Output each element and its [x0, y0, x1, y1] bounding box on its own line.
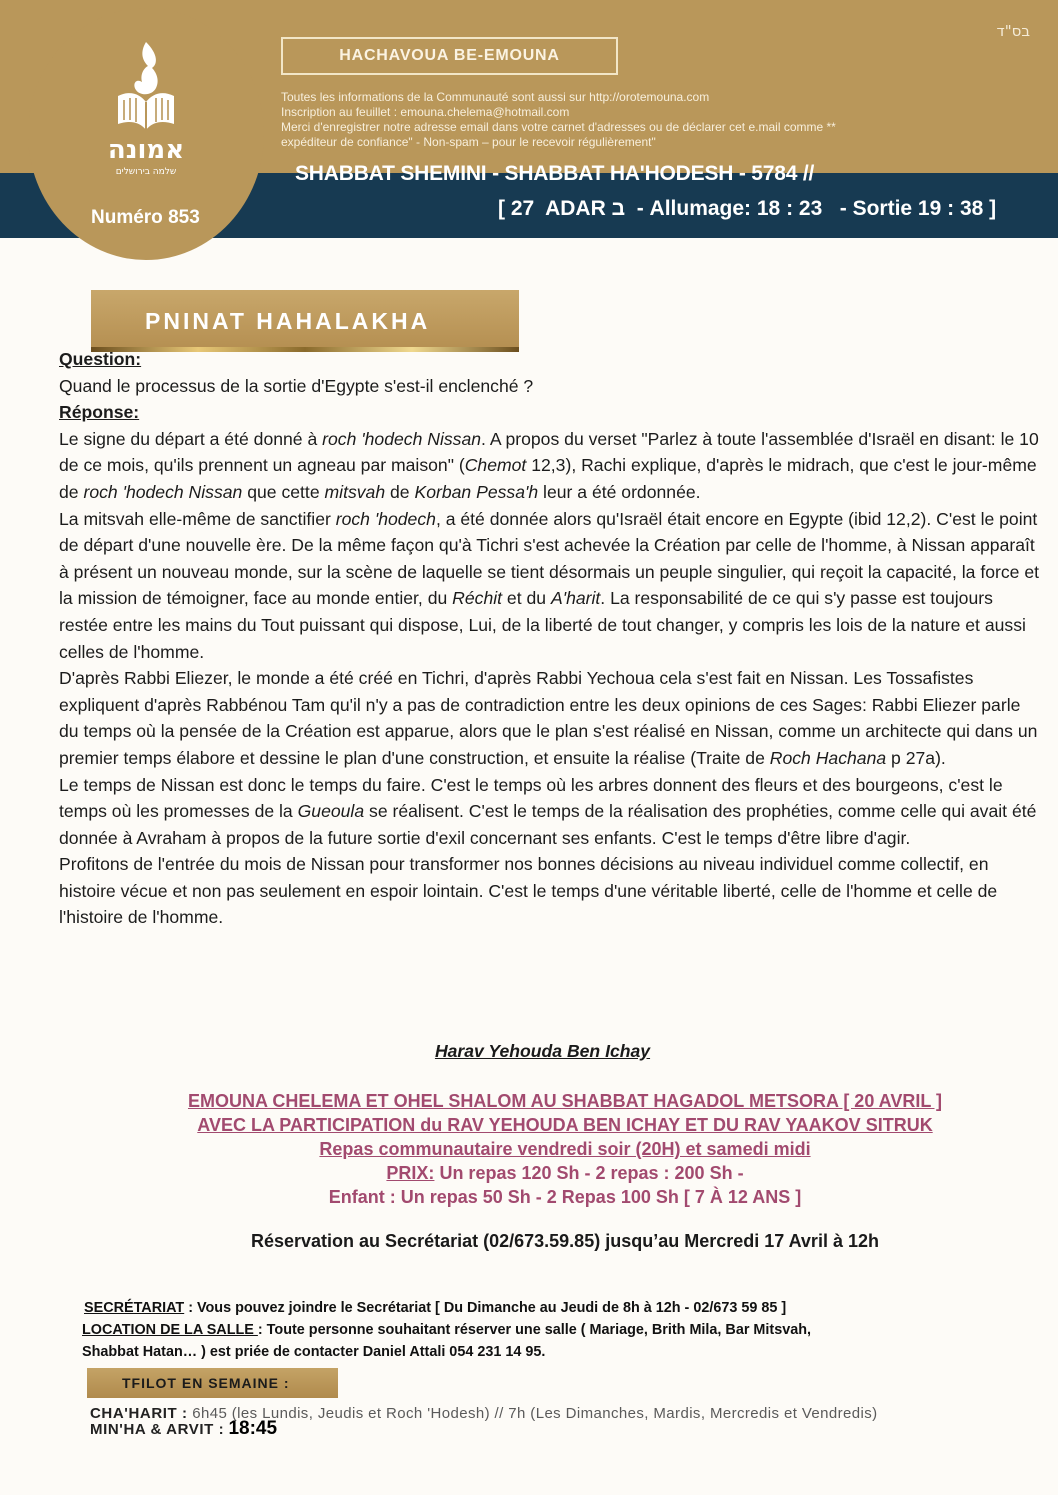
minha-label: MIN'HA & ARVIT : [90, 1421, 225, 1438]
italic-term: Gueoula [297, 801, 365, 822]
italic-term: A'harit [550, 588, 601, 609]
section-banner: PNINAT HAHALAKHA [91, 290, 519, 352]
header-info [281, 90, 836, 150]
paragraph [59, 772, 1044, 852]
text-run: , a été donnée alors qu'Israël était encore en Egypte (ibid 12,2). C'est le point de départ d'une nouvelle ère. De la même façon qu'à Tichri s'est achevée la Création par celle de l'homme, à Nissan apparaît à présent un nouveau monde, sur la scène de laquelle se tient désormais un peuple singulier, qui reçoit la capacité, la force et la mission de témoigner, face au monde entier, du [59, 508, 1039, 609]
logo-subtext: שלמה בירושלים [115, 167, 177, 177]
newsletter-title: HACHAVOUA BE-EMOUNA [281, 37, 618, 75]
paragraph [59, 665, 1044, 771]
event-line: Enfant : Un repas 50 Sh - 2 Repas 100 Sh [ 7 À 12 ANS ] [328, 1187, 802, 1207]
chaharit-times: 6h45 (les Lundis, Jeudis et Roch 'Hodesh) // 7h (Les Dimanches, Mardis, Mercredis et Vendredis) [187, 1405, 878, 1422]
minha-time: 18:45 [228, 1418, 278, 1439]
text-run: . A propos du verset "Parlez à toute l'assemblée d'Israël en disant: le 10 de ce mois, qu'ils prennent un agneau par maison" ( [59, 428, 1039, 476]
bsd-mark: בס"ד [996, 22, 1030, 40]
event-announcement [0, 1089, 1058, 1209]
logo-text: אמונה [107, 135, 185, 165]
location-label: LOCATION DE LA SALLE [82, 1322, 258, 1338]
italic-term: roch 'hodech Nissan [83, 481, 243, 502]
shabbat-title: SHABBAT SHEMINI - SHABBAT HA'HODESH - 5784 // [295, 162, 815, 185]
date-times: [ 27 ADAR ב - Allumage: 18 : 23 - Sortie 19 : 38 ] [498, 197, 997, 220]
prayer-schedule [90, 1404, 878, 1439]
italic-term: mitsvah [324, 481, 386, 502]
italic-term: Chemot [464, 455, 527, 476]
italic-term: Korban Pessa'h [414, 481, 539, 502]
text-run: se réalisent. C'est le temps de la réalisation des prophéties, comme celle qui avait été donnée à Avraham à propos de la future sortie d'exil concernant ses enfants. C'est le temps d'être libre d'agir. [59, 801, 1037, 848]
info-line: Inscription au feuillet : emouna.chelema@hotmail.com [281, 105, 570, 119]
italic-term: Réchit [452, 588, 503, 609]
text-run: de [385, 481, 415, 502]
event-price [0, 1161, 1058, 1185]
text-run: Le signe du départ a été donné à [59, 428, 323, 449]
text-run: La mitsvah elle-même de sanctifier [59, 508, 336, 529]
text-run: Profitons de l'entrée du mois de Nissan pour transformer nos bonnes décisions au niveau individuel comme collectif, en histoire vécue et non pas seulement en espoir lointain. C'est le temps d'une véritable liberté, celle de l'homme et celle de l'histoire de l'homme. [59, 854, 998, 928]
event-line: EMOUNA CHELEMA ET OHEL SHALOM AU SHABBAT HAGADOL METSORA [ 20 AVRIL ] [187, 1091, 942, 1111]
tfilot-banner: TFILOT EN SEMAINE : [87, 1368, 338, 1398]
issue-number: Numéro 853 [91, 207, 200, 228]
price-label: PRIX: [386, 1163, 435, 1183]
italic-term: roch 'hodech Nissan [322, 428, 482, 449]
notes-block [84, 1297, 984, 1363]
info-line: expéditeur de confiance" - Non-spam – pour le recevoir régulièrement" [281, 135, 656, 149]
text-run: p 27a). [886, 747, 946, 768]
article-body [59, 346, 1044, 931]
paragraph [59, 426, 1044, 506]
info-line: Toutes les informations de la Communauté sont aussi sur http://orotemouna.com [281, 90, 710, 104]
text-run: leur a été ordonnée. [538, 481, 701, 502]
paragraph [59, 851, 1044, 931]
chaharit-label: CHA'HARIT : [90, 1405, 188, 1422]
reservation-text: Réservation au Secrétariat (02/673.59.85) jusqu’au Mercredi 17 Avril à 12h [251, 1231, 879, 1251]
question-text: Quand le processus de la sortie d'Egypte s'est-il enclenché ? [59, 375, 534, 396]
italic-term: roch 'hodech [335, 508, 436, 529]
secretariat-label: SECRÉTARIAT [84, 1300, 185, 1316]
text-run: 12,3), Rachi explique, d'après le midrach, que c'est le jour-même de [59, 455, 1037, 502]
price-text: Un repas 120 Sh - 2 repas : 200 Sh - [434, 1163, 744, 1183]
emouna-logo-icon [96, 38, 196, 178]
location-text-2: Shabbat Hatan… ) est priée de contacter Daniel Attali 054 231 14 95. [82, 1344, 546, 1360]
italic-term: Roch Hachana [769, 747, 887, 768]
text-run: . La responsabilité de ce qui s'y passe est toujours restée entre les mains du Tout puissant qui dispose, Lui, de la liberté de tout changer, y compris les lois de la nature et aussi celles de l'homme. [59, 588, 1026, 662]
text-run: Le temps de Nissan est donc le temps du faire. C'est le temps où les arbres donnent des fleurs et des bourgeons, c'est le temps où les promesses de la [59, 774, 1003, 822]
question-label: Question: [59, 349, 142, 369]
author-signature: Harav Yehouda Ben Ichay [434, 1041, 651, 1061]
text-run: D'après Rabbi Eliezer, le monde a été créé en Tichri, d'après Rabbi Yechoua cela s'est fait en Nissan. Les Tossafistes expliquent d'après Rabbénou Tam qu'il n'y a pas de contradiction entre les deux opinions de ces Sages: Rabbi Eliezer parle du temps où la pensée de la Création est apparue, alors que le plan s'est réalisé en Nissan, comme un architecte qui dans un premier temps élabore et dessine le plan d'une construction, et ensuite la réalise (Traite de [59, 668, 1038, 768]
location-text: : Toute personne souhaitant réserver une salle ( Mariage, Brith Mila, Bar Mitsvah, [257, 1322, 812, 1338]
text-run: et du [502, 588, 551, 609]
text-run: que cette [242, 481, 325, 502]
secretariat-text: : Vous pouvez joindre le Secrétariat [ Du Dimanche au Jeudi de 8h à 12h - 02/673 59 85 ] [184, 1300, 787, 1316]
info-line: Merci d'enregistrer notre adresse email dans votre carnet d'adresses ou de déclarer cet e.mail comme ** [281, 120, 836, 134]
event-line: AVEC LA PARTICIPATION du RAV YEHOUDA BEN ICHAY ET DU RAV YAAKOV SITRUK [197, 1115, 933, 1135]
answer-label: Réponse: [59, 402, 140, 423]
event-line: Repas communautaire vendredi soir (20H) et samedi midi [319, 1139, 811, 1159]
paragraph [59, 506, 1044, 666]
